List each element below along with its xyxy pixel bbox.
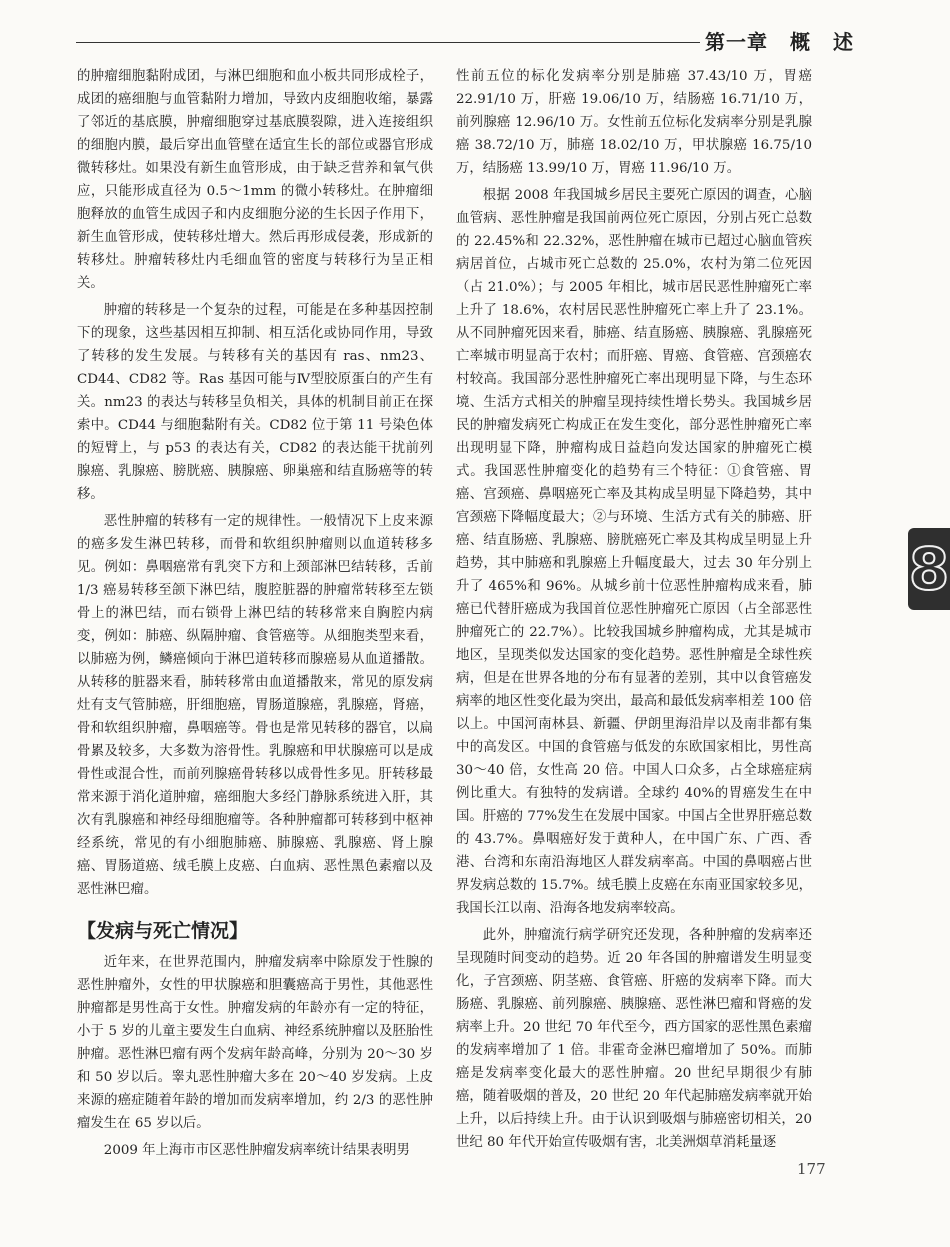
left-paragraph-2: 肿瘤的转移是一个复杂的过程，可能是在多种基因控制下的现象，这些基因相互抑制、相互活化或协同作用，导致了转移的发生发展。与转移有关的基因有 ras、nm23、CD44、CD82 等。Ras 基因可能与Ⅳ型胶原蛋白的产生有关。nm23 的表达与转移呈负相关，具体的机制目前正在探索中。CD44 与细胞黏附有关。CD82 位于第 11 号染色体的短臂上，与 p53 的表达有关，CD82 的表达能干扰前列腺癌、乳腺癌、膀胱癌、胰腺癌、卵巢癌和结直肠癌等的转移。 [77, 303, 433, 502]
right-paragraph-2: 根据 2008 年我国城乡居民主要死亡原因的调查，心脑血管病、恶性肿瘤是我国前两位死亡原因，分别占死亡总数的 22.45%和 22.32%，恶性肿瘤在城市已超过心脑血管疾病居首位，占城市死亡总数的 25.0%，农村为第二位死因（占 21.0%）；与 2005 年相比，城市居民恶性肿瘤死亡率上升了 18.6%，农村居民恶性肿瘤死亡率上升了 23.1%。从不同肿瘤死因来看，肺癌、结直肠癌、胰腺癌、乳腺癌死亡率城市明显高于农村；而肝癌、胃癌、食管癌、宫颈癌农村较高。我国部分恶性肿瘤死亡率出现明显下降，与生态环境、生活方式相关的肿瘤呈现持续性增长势头。我国城乡居民的肿瘤发病死亡构成正在发生变化，部分恶性肿瘤死亡率出现明显下降，肿瘤构成日益趋向发达国家的肿瘤死亡模式。我国恶性肿瘤变化的趋势有三个特征：①食管癌、胃癌、宫颈癌、鼻咽癌死亡率及其构成呈明显下降趋势，其中宫颈癌下降幅度最大；②与环境、生活方式有关的肺癌、肝癌、结直肠癌、乳腺癌、膀胱癌死亡率及其构成呈明显上升趋势，其中肺癌和乳腺癌上升幅度最大，过去 30 年分别上升了 465%和 96%。从城乡前十位恶性肿瘤构成来看，肺癌已代替肝癌成为我国首位恶性肿瘤死亡原因（占全部恶性肿瘤死亡的 22.7%）。比较我国城乡肿瘤构成，尤其是城市地区，呈现类似发达国家的变化趋势。恶性肿瘤是全球性疾病，但是在世界各地的分布有显著的差别，其中以食管癌发病率的地区性变化最为突出，最高和最低发病率相差 100 倍以上。中国河南林县、新疆、伊朗里海沿岸以及南非都有集中的高发区。中国的食管癌与低发的东欧国家相比，男性高 30～40 倍，女性高 20 倍。中国人口众多，占全球癌症病例比重大。有独特的发病谱。全球约 40%的胃癌发生在中国。肝癌的 77%发生在发展中国家。中国占全世界肝癌总数的 43.7%。鼻咽癌好发于黄种人，在中国广东、广西、香港、台湾和东南沿海地区人群发病率高。中国的鼻咽癌占世界发病总数的 15.7%。绒毛膜上皮癌在东南亚国家较多见，我国长江以南、沿海各地发病率较高。 [456, 188, 812, 916]
page-number: 177 [797, 1160, 826, 1178]
left-column [77, 65, 433, 1162]
header-rule [76, 42, 700, 43]
left-paragraph-4: 近年来，在世界范围内，肿瘤发病率中除原发于性腺的恶性肿瘤外，女性的甲状腺癌和胆囊癌高于男性，其他恶性肿瘤都是男性高于女性。肿瘤发病的年龄亦有一定的特征，小于 5 岁的儿童主要发生白血病、神经系统肿瘤以及胚胎性肿瘤。恶性淋巴瘤有两个发病年龄高峰，分别为 20～30 岁和 50 岁以后。睾丸恶性肿瘤大多在 20～40 岁发病。上皮来源的癌症随着年龄的增加而发病率增加，约 2/3 的恶性肿瘤发生在 65 岁以后。 [77, 955, 433, 1131]
left-paragraph-3: 恶性肿瘤的转移有一定的规律性。一般情况下上皮来源的癌多发生淋巴转移，而骨和软组织肿瘤则以血道转移多见。例如：鼻咽癌常有乳突下方和上颈部淋巴结转移，舌前 1/3 癌易转移至颌下淋巴结，腹腔脏器的肿瘤常转移至左锁骨上的淋巴结，而右锁骨上淋巴结的转移常来自胸腔内病变，例如：肺癌、纵隔肿瘤、食管癌等。从细胞类型来看，以肺癌为例，鳞癌倾向于淋巴道转移而腺癌易从血道播散。从转移的脏器来看，肺转移常由血道播散来，常见的原发病灶有支气管肺癌，肝细胞癌，胃肠道腺癌，乳腺癌，肾癌，骨和软组织肿瘤，鼻咽癌等。骨也是常见转移的器官，以扁骨累及较多，大多数为溶骨性。乳腺癌和甲状腺癌可以是成骨性或混合性，而前列腺癌骨转移以成骨性多见。肝转移最常来源于消化道肿瘤，癌细胞大多经门静脉系统进入肝，其次有乳腺癌和神经母细胞瘤等。各种肿瘤都可转移到中枢神经系统，常见的有小细胞肺癌、肺腺癌、乳腺癌、肾上腺癌、胃肠道癌、绒毛膜上皮癌、白血病、恶性黑色素瘤以及恶性淋巴瘤。 [77, 514, 433, 897]
right-paragraph-3: 此外，肿瘤流行病学研究还发现，各种肿瘤的发病率还呈现随时间变动的趋势。近 20 年各国的肿瘤谱发生明显变化，子宫颈癌、阴茎癌、食管癌、肝癌的发病率下降。而大肠癌、乳腺癌、前列腺癌、胰腺癌、恶性淋巴瘤和肾癌的发病率上升。20 世纪 70 年代至今，西方国家的恶性黑色素瘤的发病率增加了 1 倍。非霍奇金淋巴瘤增加了 50%。而肺癌是发病率变化最大的恶性肿瘤。20 世纪早期很少有肺癌，随着吸烟的普及，20 世纪 20 年代起肺癌发病率就开始上升，以后持续上升。由于认识到吸烟与肺癌密切相关，20 世纪 80 年代开始宣传吸烟有害，北美洲烟草消耗量逐 [456, 928, 812, 1150]
header-title-part2: 述 [833, 30, 854, 54]
right-column [456, 65, 812, 1154]
right-paragraph-1: 性前五位的标化发病率分别是肺癌 37.43/10 万，胃癌 22.91/10 万，肝癌 19.06/10 万，结肠癌 16.71/10 万，前列腺癌 12.96/10 万。女性前五位标化发病率分别是乳腺癌 38.72/10 万，肺癌 18.02/10 万，甲状腺癌 16.75/10 万，结肠癌 13.99/10 万，胃癌 11.96/10 万。 [456, 69, 812, 176]
chapter-thumb-tab [908, 528, 950, 610]
chapter-tab-number: 8 [908, 535, 950, 603]
running-header [705, 26, 854, 55]
chapter-label: 第一章 [705, 30, 768, 54]
left-paragraph-1: 的肿瘤细胞黏附成团，与淋巴细胞和血小板共同形成栓子，成团的癌细胞与血管黏附力增加，导致内皮细胞收缩，暴露了邻近的基底膜，肿瘤细胞穿过基底膜裂隙，进入连接组织的细胞内膜，最后穿出血管壁在适宜生长的部位或器官形成微转移灶。如果没有新生血管形成，由于缺乏营养和氧气供应，只能形成直径为 0.5～1mm 的微小转移灶。在肿瘤细胞释放的血管生成因子和内皮细胞分泌的生长因子作用下，新生血管形成，使转移灶增大。然后再形成侵袭，形成新的转移灶。肿瘤转移灶内毛细血管的密度与转移行为呈正相关。 [77, 69, 433, 291]
left-paragraph-5: 2009 年上海市市区恶性肿瘤发病率统计结果表明男 [103, 1143, 410, 1158]
header-title-part1: 概 [790, 30, 811, 54]
section-heading: 【发病与死亡情况】 [77, 920, 249, 942]
